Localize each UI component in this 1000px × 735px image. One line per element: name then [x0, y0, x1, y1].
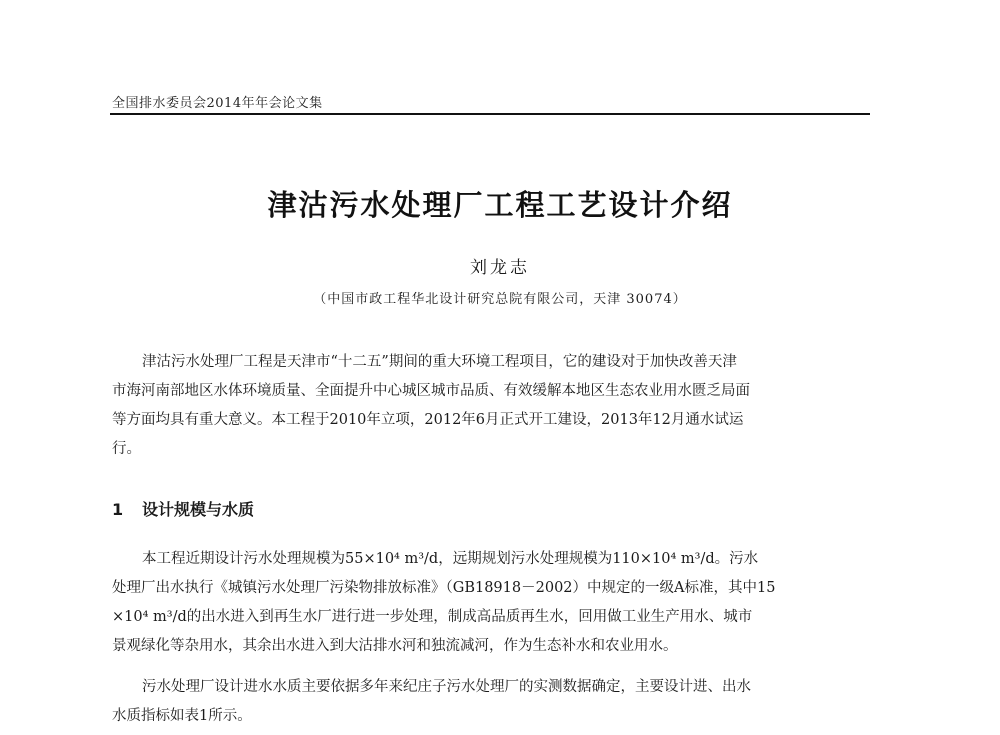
paragraph-line: 处理厂出水执行《城镇污水处理厂污染物排放标准》（GB18918－2002）中规定的一级A标准，其中15 — [112, 580, 776, 596]
paper-title: 津沽污水处理厂工程工艺设计介绍 — [267, 188, 733, 222]
paragraph-line: 水质指标如表1所示。 — [112, 708, 252, 724]
author-affiliation: （中国市政工程华北设计研究总院有限公司，天津 30074） — [313, 292, 687, 307]
paragraph-line: 等方面均具有重大意义。本工程于2010年立项，2012年6月正式开工建设，2013年12月通水试运 — [112, 412, 744, 428]
paragraph-line: 本工程近期设计污水处理规模为55×10⁴ m³/d，远期规划污水处理规模为110×10⁴ m³/d。污水 — [142, 551, 759, 567]
section-heading — [112, 497, 254, 520]
paragraph-line: 污水处理厂设计进水水质主要依据多年来纪庄子污水处理厂的实测数据确定，主要设计进、出水 — [142, 679, 751, 695]
author-name: 刘龙志 — [470, 258, 530, 278]
header-rule — [110, 113, 870, 115]
paragraph-line: 津沽污水处理厂工程是天津市“十二五”期间的重大环境工程项目，它的建设对于加快改善天津 — [142, 354, 737, 370]
intro-paragraph — [112, 348, 872, 464]
paragraph-line: 景观绿化等杂用水，其余出水进入到大沽排水河和独流减河，作为生态补水和农业用水。 — [112, 638, 678, 654]
running-header: 全国排水委员会2014年年会论文集 — [112, 96, 323, 111]
paragraph-line: ×10⁴ m³/d的出水进入到再生水厂进行进一步处理，制成高品质再生水，回用做工业生产用水、城市 — [112, 609, 753, 625]
section-number: 1 — [112, 500, 124, 519]
paragraph-line: 市海河南部地区水体环境质量、全面提升中心城区城市品质、有效缓解本地区生态农业用水匮乏局面 — [112, 383, 750, 399]
design-scale-paragraph — [112, 545, 872, 661]
section-title: 设计规模与水质 — [142, 500, 255, 519]
water-quality-paragraph — [112, 673, 872, 731]
paragraph-line: 行。 — [112, 441, 141, 457]
